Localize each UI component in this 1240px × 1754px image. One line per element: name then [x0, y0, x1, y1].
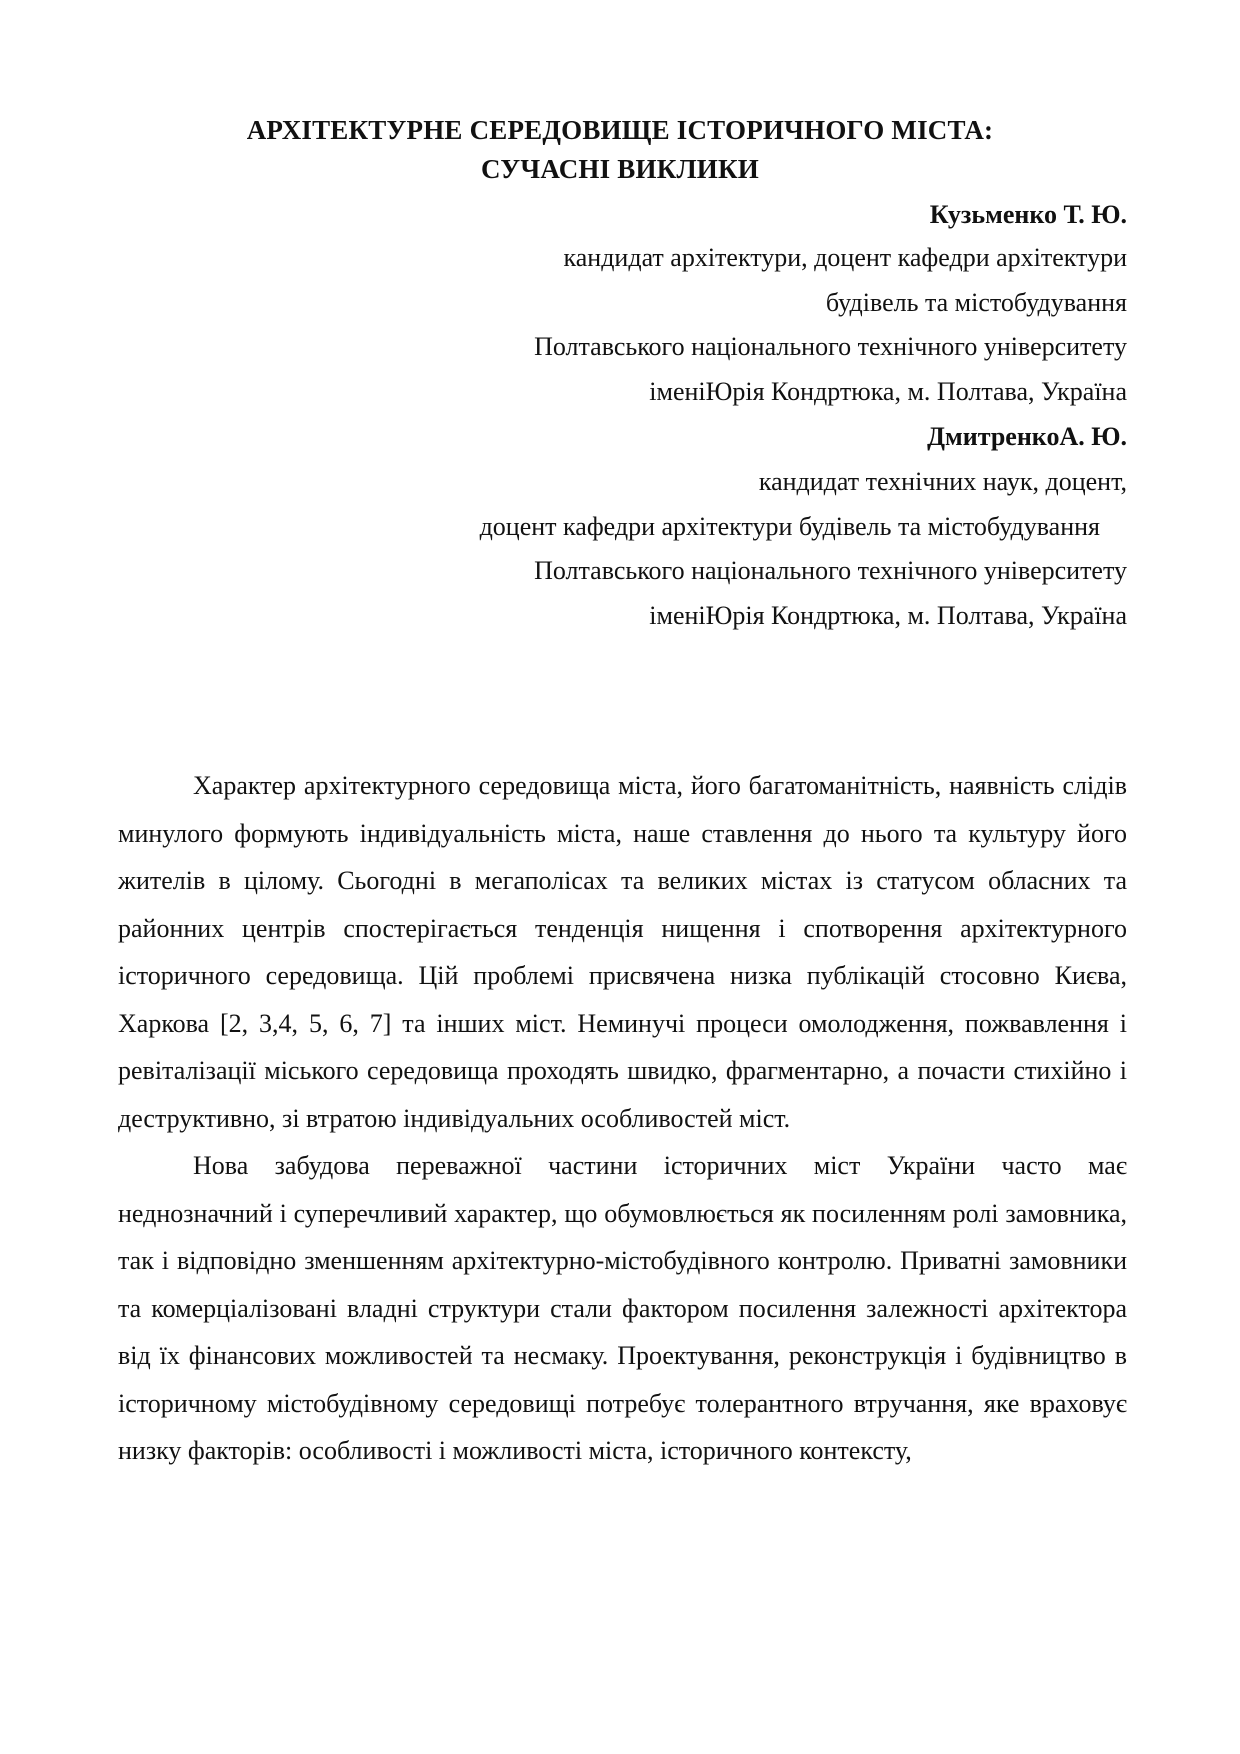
title-line-1: АРХІТЕКТУРНЕ СЕРЕДОВИЩЕ ІСТОРИЧНОГО МІСТА:: [246, 115, 994, 145]
author-2-name: ДмитренкоА. Ю.: [927, 422, 1127, 451]
author-1-affiliation-line: будівель та містобудування: [825, 288, 1127, 317]
author-2-affiliation-line: доцент кафедри архітектури будівель та містобудування: [479, 512, 1100, 541]
author-1-name: Кузьменко Т. Ю.: [929, 200, 1127, 229]
body-text: [118, 762, 1127, 1475]
author-2-affiliation-line: іменіЮрія Кондртюка, м. Полтава, Україна: [649, 601, 1127, 630]
author-1-affiliation-line: іменіЮрія Кондртюка, м. Полтава, Україна: [649, 377, 1127, 406]
paragraph: Характер архітектурного середовища міста, його багатоманітність, наявність слідів минулого формують індивідуальність міста, наше ставлення до нього та культуру його жителів в цілому. Сьогодні в мегаполісах та великих містах із статусом обласних та районних центрів спостерігається тенденція нищення і спотворення архітектурного історичного середовища. Цій проблемі присвячена низка публікацій стосовно Києва, Харкова [2, 3,4, 5, 6, 7] та інших міст. Неминучі процеси омолодження, пожвавлення і ревіталізації міського середовища проходять швидко, фрагментарно, а почасти стихійно і деструктивно, зі втратою індивідуальних особливостей міст.: [118, 771, 1127, 1133]
author-1-affiliation-line: кандидат архітектури, доцент кафедри архітектури: [563, 243, 1127, 272]
author-2-affiliation-line: Полтавського національного технічного університету: [534, 556, 1127, 585]
author-1-affiliation-line: Полтавського національного технічного університету: [534, 332, 1127, 361]
title-line-2: СУЧАСНІ ВИКЛИКИ: [481, 154, 759, 184]
paragraph: Нова забудова переважної частини історичних міст України часто має неднозначний і суперечливий характер, що обумовлюється як посиленням ролі замовника, так і відповідно зменшенням архітектурно-містобудівного контролю. Приватні замовники та комерціалізовані владні структури стали фактором посилення залежності архітектора від їх фінансових можливостей та несмаку. Проектування, реконструкція і будівництво в історичному містобудівному середовищі потребує толерантного втручання, яке враховує низку факторів: особливості і можливості міста, історичного контексту,: [118, 1151, 1127, 1465]
author-2-affiliation-line: кандидат технічних наук, доцент,: [758, 467, 1127, 496]
